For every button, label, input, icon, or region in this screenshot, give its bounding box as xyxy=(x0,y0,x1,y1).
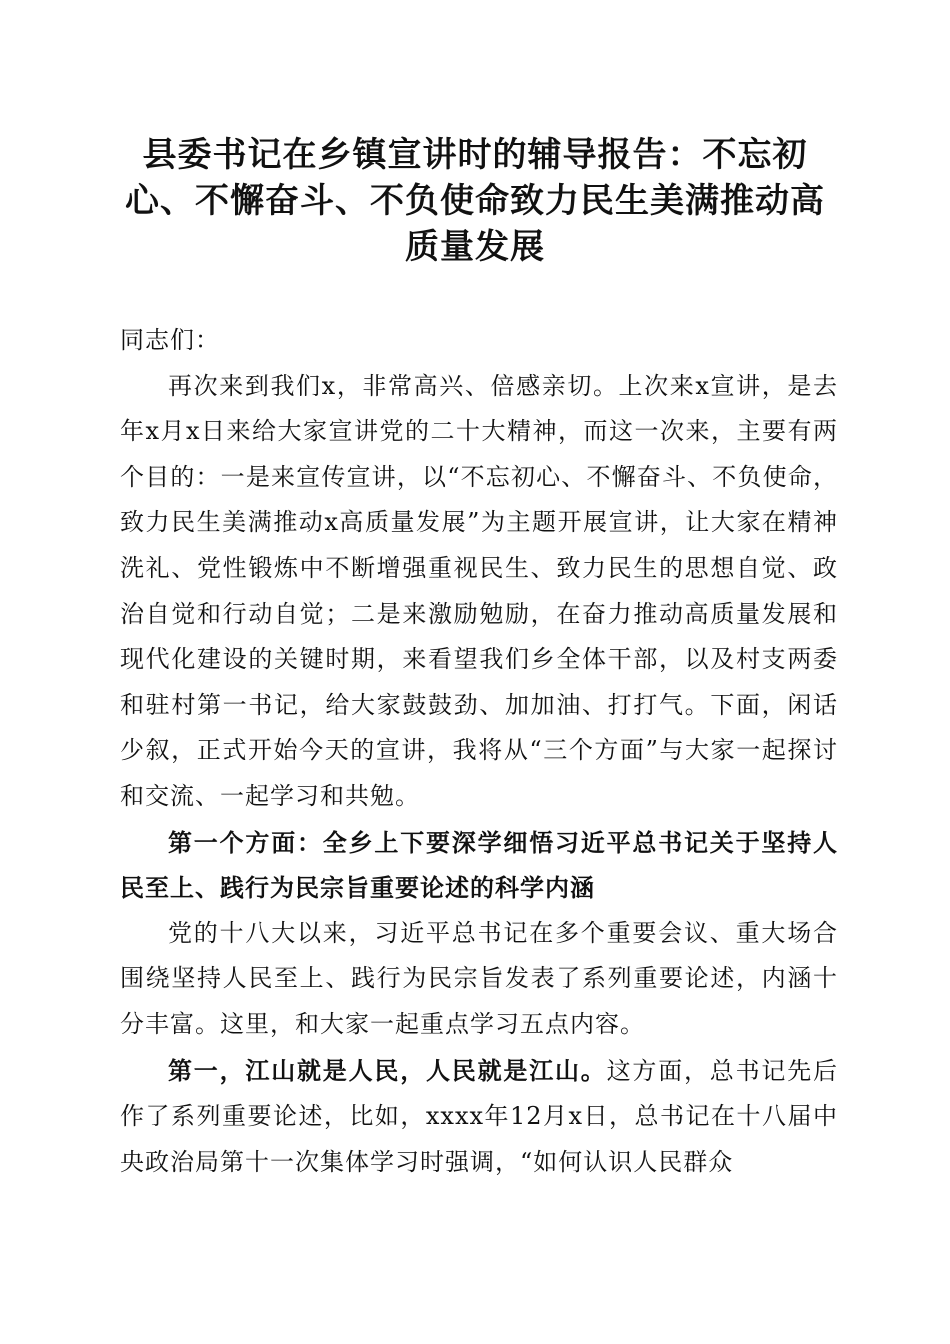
paragraph-section-1: 党的十八大以来，习近平总书记在多个重要会议、重大场合围绕坚持人民至上、践行为民宗旨发表了系列重要论述，内涵十分丰富。这里，和大家一起重点学习五点内容。 xyxy=(120,918,838,1038)
point-1-text: 这方面，总书记先后作了系列重要论述，比如，xxxx年12月x日，总书记在十八届中央政治局第十一次集体学习时强调，“如何认识人民群众 xyxy=(120,1056,839,1176)
document-title: 县委书记在乡镇宣讲时的辅导报告：不忘初心、不懈奋斗、不负使命致力民生美满推动高质量发展 xyxy=(125,135,825,267)
paragraph-intro: 再次来到我们x，非常高兴、倍感亲切。上次来x宣讲，是去年x月x日来给大家宣讲党的二十大精神，而这一次来，主要有两个目的：一是来宣传宣讲，以“不忘初心、不懈奋斗、不负使命，致力民生美满推动x高质量发展”为主题开展宣讲，让大家在精神洗礼、党性锻炼中不断增强重视民生、致力民生的思想自觉、政治自觉和行动自觉；二是来激励勉励，在奋力推动高质量发展和现代化建设的关键时期，来看望我们乡全体干部，以及村支两委和驻村第一书记，给大家鼓鼓劲、加加油、打打气。下面，闲话少叙，正式开始今天的宣讲，我将从“三个方面”与大家一起探讨和交流、一起学习和共勉。 xyxy=(120,371,838,810)
paragraph-point-1 xyxy=(120,1048,838,1186)
salutation: 同志们： xyxy=(120,326,220,354)
point-1-lead: 第一，江山就是人民，人民就是江山。 xyxy=(168,1055,607,1085)
section-heading-1: 第一个方面：全乡上下要深学细悟习近平总书记关于坚持人民至上、践行为民宗旨重要论述的科学内涵 xyxy=(120,827,838,903)
document-body xyxy=(120,318,838,1185)
